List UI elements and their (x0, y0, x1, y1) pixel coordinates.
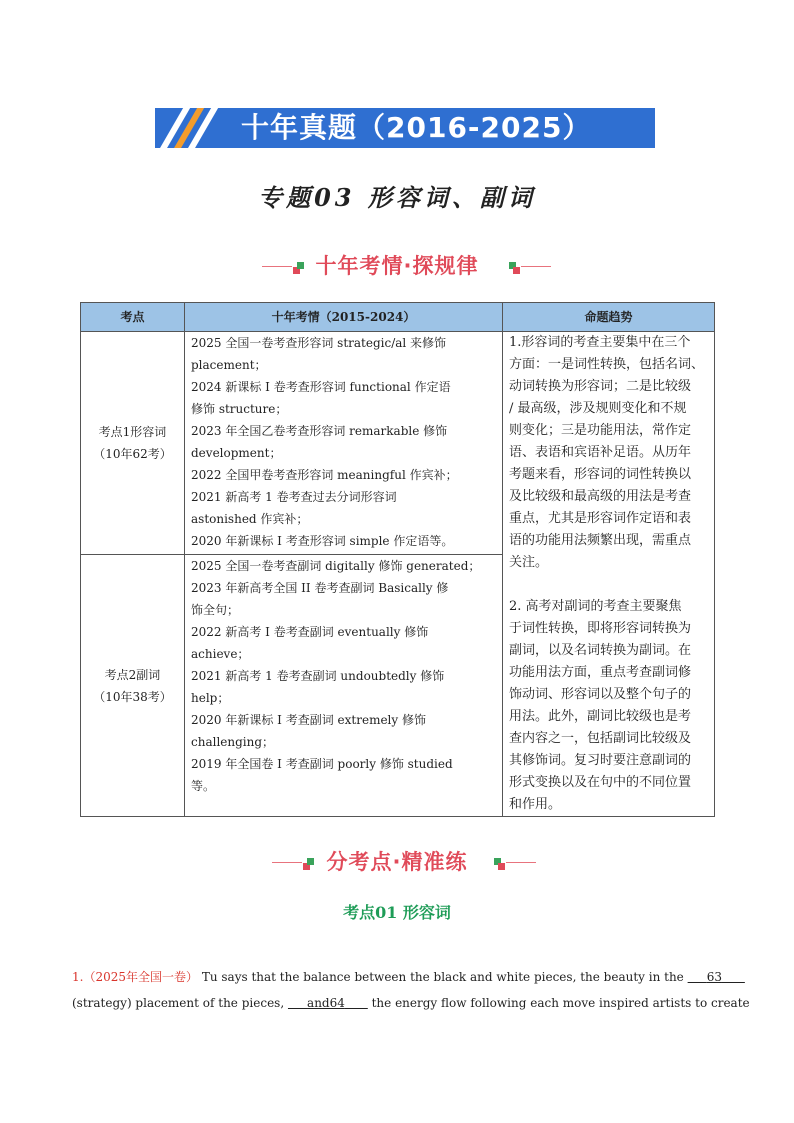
kaodian-count: （10年62考） (93, 447, 172, 462)
kaodian-name: 考点2副词 (104, 667, 161, 682)
trend-line: 和作用。 (509, 797, 562, 812)
top-banner (155, 108, 655, 148)
question-source: （2025年全国一卷） (83, 970, 198, 984)
section-heading-text: 分考点·精准练 (326, 850, 468, 874)
trend-line: 副词，以及名词转换为副词。在 (509, 643, 692, 658)
trend-line: 功能用法方面，重点考查副词修 (509, 665, 692, 680)
trend-line: 于词性转换，即将形容词转换为 (509, 621, 692, 636)
kaodian-cell (81, 332, 185, 555)
trend-line: 用法。此外，副词比较级也是考 (509, 709, 692, 724)
exam-line: 2023 年新高考全国 II 卷考查副词 Basically 修 (191, 581, 449, 596)
answer-blank-63[interactable] (688, 970, 745, 984)
header-trend: 命题趋势 (503, 303, 715, 332)
exam-analysis-table (80, 302, 715, 817)
exam-line: 饰全句； (191, 603, 240, 618)
exam-line: 2021 新高考 1 卷考查过去分词形容词 (191, 490, 397, 504)
ten-year-cell (185, 332, 503, 555)
exam-line: challenging； (191, 735, 275, 750)
trend-line: 1.形容词的考查主要集中在三个 (509, 335, 691, 350)
exam-line: 2022 新高考 I 卷考查副词 eventually 修饰 (191, 625, 429, 640)
answer-blank-64[interactable] (288, 996, 368, 1010)
section-heading-practice (0, 846, 794, 878)
trend-line: 动词转换为形容词；二是比较级 (509, 379, 692, 394)
exam-line: 2020 年新课标 I 考查副词 extremely 修饰 (191, 713, 426, 728)
blank-number: and64 (307, 996, 345, 1010)
exam-line: 等。 (191, 779, 216, 794)
heading-square (498, 863, 505, 870)
trend-cell (503, 332, 715, 817)
heading-rule-right (506, 862, 536, 863)
exam-line: 2025 全国一卷考查副词 digitally 修饰 generated； (191, 559, 481, 574)
header-ten-years: 十年考情（2015-2024） (185, 303, 503, 332)
trend-line: 其修饰词。复习时要注意副词的 (509, 753, 692, 768)
exam-line: 2022 全国甲卷考查形容词 meaningful 作宾补； (191, 468, 458, 482)
question-text: the energy flow following each move inspired artists to create (371, 996, 750, 1010)
trend-line: / 最高级，涉及规则变化和不规 (509, 401, 687, 416)
kaodian-01-title: 考点01 形容词 (343, 903, 451, 922)
table-row (81, 332, 715, 555)
exam-line: 2024 新课标 I 卷考查形容词 functional 作定语 (191, 380, 451, 394)
table-header-row (81, 303, 715, 332)
trend-line: 重点，尤其是形容词作定语和表 (509, 511, 692, 526)
question-text: (strategy) placement of the pieces, (72, 996, 285, 1010)
exam-line: achieve； (191, 647, 250, 662)
trend-line: 饰动词、形容词以及整个句子的 (509, 687, 692, 702)
ten-year-cell (185, 555, 503, 817)
trend-line: 及比较级和最高级的用法是考查 (509, 489, 692, 504)
exam-line: 修饰 structure； (191, 402, 288, 416)
banner-title: 十年真题（2016-2025） (241, 111, 592, 144)
trend-line: 考题来看，形容词的词性转换以 (509, 467, 692, 482)
trend-line: 关注。 (509, 555, 549, 570)
section-heading-text: 十年考情·探规律 (315, 254, 479, 278)
exam-line: 2020 年新课标 I 考查形容词 simple 作定语等。 (191, 534, 454, 548)
trend-line: 则变化；三是功能用法，常作定 (509, 423, 692, 438)
heading-square (513, 267, 520, 274)
exam-line: 2021 新高考 1 卷考查副词 undoubtedly 修饰 (191, 669, 445, 684)
question-number: 1. (72, 970, 84, 984)
exam-line: placement； (191, 358, 267, 372)
exam-line: 2023 年全国乙卷考查形容词 remarkable 修饰 (191, 424, 448, 438)
question-line (72, 968, 722, 985)
trend-line: 形式变换以及在句中的不同位置 (509, 775, 692, 790)
document-title: 专题03 形容词、副词 (258, 183, 536, 212)
exam-line: help； (191, 691, 230, 706)
exam-line: 2019 年全国卷 I 考查副词 poorly 修饰 studied (191, 757, 453, 772)
section-heading-trends (0, 250, 794, 282)
trend-line: 2. 高考对副词的考查主要聚焦 (509, 599, 682, 614)
blank-number: 63 (706, 970, 722, 984)
trend-line: 语的功能用法频繁出现，需重点 (509, 533, 692, 548)
kaodian-count: （10年38考） (93, 689, 172, 704)
question-line (72, 996, 750, 1010)
trend-line: 语、表语和宾语补足语。从历年 (509, 445, 692, 460)
kaodian-cell (81, 555, 185, 817)
trend-line: 方面：一是词性转换，包括名词、 (509, 357, 705, 372)
exam-line: astonished 作宾补； (191, 512, 309, 526)
exam-line: development； (191, 446, 282, 460)
header-kaodian: 考点 (81, 303, 185, 332)
exam-line: 2025 全国一卷考查形容词 strategic/al 来修饰 (191, 336, 447, 350)
kaodian-name: 考点1形容词 (98, 425, 167, 440)
heading-rule-right (521, 266, 551, 267)
trend-spacer (509, 574, 708, 596)
question-text: Tu says that the balance between the black and white pieces, the beauty in the (201, 970, 684, 984)
trend-line: 查内容之一，包括副词比较级及 (509, 731, 692, 746)
